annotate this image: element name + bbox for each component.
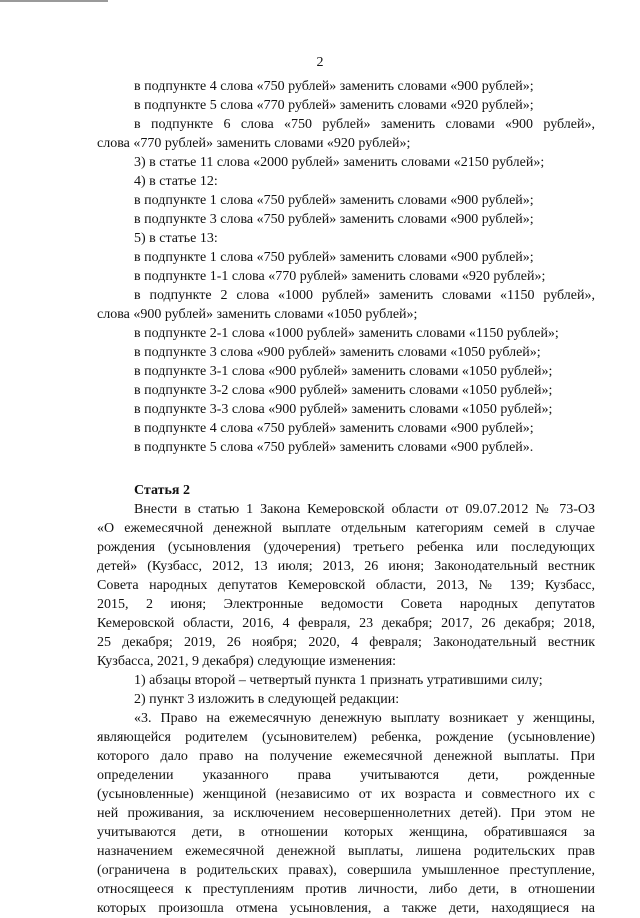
paragraph-line: учитываются дети, в отношении которых женщина, обратившаяся за [97,825,595,840]
amendment-line: в подпункте 2-1 слова «1000 рублей» заменить словами «1150 рублей»; [134,326,559,341]
paragraph-line: Кузбасса, 2021, 9 декабря) следующие изменения: [97,654,397,669]
paragraph-line: которого дало право на получение ежемесячной денежной выплаты. При [97,749,595,764]
amendment-line: в подпункте 3-3 слова «900 рублей» заменить словами «1050 рублей»; [134,402,553,417]
paragraph-line: 1) абзацы второй – четвертый пункта 1 признать утратившими силу; [134,673,543,688]
paragraph-line: Совета народных депутатов Кемеровской области, 2013, № 139; Кузбасс, [97,578,595,593]
article-heading: Статья 2 [134,483,190,498]
paragraph-line: которых произошла отмена усыновления, а также дети, находящиеся на [97,901,595,916]
amendment-line: в подпункте 3 слова «900 рублей» заменить словами «1050 рублей»; [134,345,541,360]
amendment-line: в подпункте 4 слова «750 рублей» заменить словами «900 рублей»; [134,421,534,436]
scan-corner-mark [0,0,108,2]
amendment-line: в подпункте 3 слова «750 рублей» заменить словами «900 рублей»; [134,212,534,227]
amendment-line: 5) в статье 13: [134,231,218,246]
paragraph-line: детей» (Кузбасс, 2012, 13 июля; 2013, 26 июня; Законодательный вестник [97,559,595,574]
amendment-line: в подпункте 5 слова «770 рублей» заменить словами «920 рублей»; [134,98,534,113]
amendment-line: 3) в статье 11 слова «2000 рублей» заменить словами «2150 рублей»; [134,155,545,170]
amendment-line: в подпункте 3-2 слова «900 рублей» заменить словами «1050 рублей»; [134,383,553,398]
paragraph-line: «3. Право на ежемесячную денежную выплату возникает у женщины, [134,711,595,726]
paragraph-line: 2) пункт 3 изложить в следующей редакции: [134,692,400,707]
amendment-line: в подпункте 2 слова «1000 рублей» заменить словами «1150 рублей», [134,288,595,303]
paragraph-line: Кемеровской области, 2016, 4 февраля, 23 декабря; 2017, 26 декабря; 2018, [97,616,595,631]
amendment-line: в подпункте 4 слова «750 рублей» заменить словами «900 рублей»; [134,79,534,94]
paragraph-line: назначением ежемесячной денежной выплаты, лишена родительских прав [97,844,595,859]
paragraph-line: Внести в статью 1 Закона Кемеровской области от 09.07.2012 № 73-ОЗ [134,502,595,517]
amendment-line: слова «900 рублей» заменить словами «1050 рублей»; [97,307,418,322]
amendment-line: слова «770 рублей» заменить словами «920 рублей»; [97,136,411,151]
paragraph-line: определении указанного права учитываются дети, рожденные [97,768,595,783]
paragraph-line: ней проживания, за исключением несовершеннолетних детей). При этом не [97,806,595,821]
amendment-line: 4) в статье 12: [134,174,218,189]
amendment-line: в подпункте 1 слова «750 рублей» заменить словами «900 рублей»; [134,250,534,265]
paragraph-line: относящееся к преступлениям против личности, либо дети, в отношении [97,882,595,897]
amendment-line: в подпункте 1-1 слова «770 рублей» заменить словами «920 рублей»; [134,269,546,284]
paragraph-line: 2015, 2 июня; Электронные ведомости Совета народных депутатов [97,597,595,612]
paragraph-line: являющейся родителем (усыновителем) ребенка, рождение (усыновление) [97,730,595,745]
page-number: 2 [316,55,324,70]
paragraph-line: (усыновленные) женщиной (независимо от их возраста и совместного их с [97,787,595,802]
paragraph-line: (ограничена в родительских правах), совершила умышленное преступление, [97,863,595,878]
amendment-line: в подпункте 5 слова «750 рублей» заменить словами «900 рублей». [134,440,534,455]
paragraph-line: 25 декабря; 2019, 26 ноября; 2020, 4 февраля; Законодательный вестник [97,635,595,650]
amendment-line: в подпункте 6 слова «750 рублей» заменить словами «900 рублей», [134,117,595,132]
amendment-line: в подпункте 1 слова «750 рублей» заменить словами «900 рублей»; [134,193,534,208]
paragraph-line: «О ежемесячной денежной выплате отдельным категориям семей в случае [97,521,595,536]
amendment-line: в подпункте 3-1 слова «900 рублей» заменить словами «1050 рублей»; [134,364,553,379]
paragraph-line: рождения (усыновления (удочерения) третьего ребенка или последующих [97,540,595,555]
